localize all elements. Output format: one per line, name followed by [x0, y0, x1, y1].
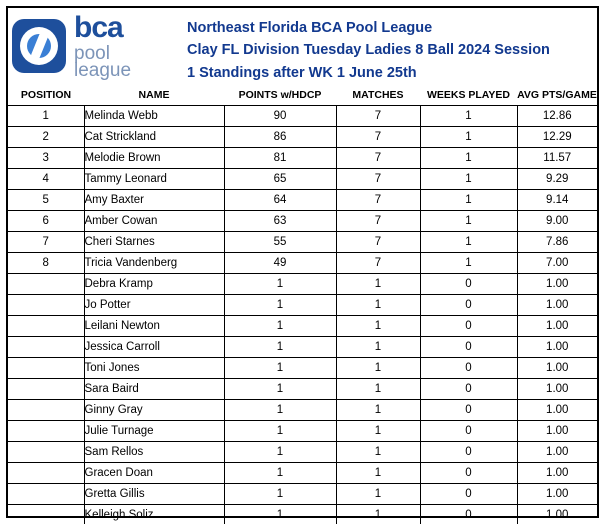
table-row — [8, 231, 597, 252]
table-row — [8, 273, 597, 294]
cell-name: Leilani Newton — [84, 315, 224, 336]
cell-points: 1 — [224, 399, 336, 420]
cell-weeks-played: 1 — [420, 126, 517, 147]
cell-matches: 1 — [336, 483, 420, 504]
cell-points: 1 — [224, 462, 336, 483]
cell-weeks-played: 1 — [420, 168, 517, 189]
cell-weeks-played: 1 — [420, 105, 517, 126]
table-row — [8, 210, 597, 231]
cell-name: Jo Potter — [84, 294, 224, 315]
table-row — [8, 315, 597, 336]
table-row — [8, 126, 597, 147]
cell-weeks-played: 1 — [420, 231, 517, 252]
cell-points: 90 — [224, 105, 336, 126]
cell-name: Sam Rellos — [84, 441, 224, 462]
cell-avg-pts-game: 1.00 — [517, 462, 597, 483]
cell-avg-pts-game: 11.57 — [517, 147, 597, 168]
cell-position — [8, 378, 84, 399]
cell-matches: 1 — [336, 504, 420, 524]
title-line-1: Northeast Florida BCA Pool League — [187, 20, 433, 36]
cell-avg-pts-game: 12.86 — [517, 105, 597, 126]
table-row — [8, 252, 597, 273]
cell-weeks-played: 0 — [420, 399, 517, 420]
cell-points: 1 — [224, 483, 336, 504]
column-header-avg-pts-game: AVG PTS/GAME — [517, 86, 597, 105]
cell-points: 1 — [224, 378, 336, 399]
cell-position — [8, 483, 84, 504]
cell-name: Amber Cowan — [84, 210, 224, 231]
cell-position — [8, 357, 84, 378]
table-row — [8, 105, 597, 126]
cell-name: Gracen Doan — [84, 462, 224, 483]
cell-matches: 7 — [336, 126, 420, 147]
logo-wordmark — [74, 10, 132, 81]
cell-avg-pts-game: 9.29 — [517, 168, 597, 189]
cell-matches: 1 — [336, 399, 420, 420]
cell-name: Melinda Webb — [84, 105, 224, 126]
cell-position — [8, 441, 84, 462]
cell-points: 1 — [224, 273, 336, 294]
column-header-weeks-played: WEEKS PLAYED — [420, 86, 517, 105]
cell-avg-pts-game: 1.00 — [517, 483, 597, 504]
table-row — [8, 483, 597, 504]
cell-points: 1 — [224, 441, 336, 462]
cell-position: 2 — [8, 126, 84, 147]
cell-name: Jessica Carroll — [84, 336, 224, 357]
cell-weeks-played: 0 — [420, 462, 517, 483]
document-header — [8, 8, 597, 84]
table-row — [8, 378, 597, 399]
standings-table — [8, 86, 597, 524]
column-header-matches: MATCHES — [336, 86, 420, 105]
cell-name: Julie Turnage — [84, 420, 224, 441]
cell-position — [8, 315, 84, 336]
cell-matches: 1 — [336, 294, 420, 315]
cell-avg-pts-game: 1.00 — [517, 441, 597, 462]
cell-weeks-played: 0 — [420, 441, 517, 462]
cell-weeks-played: 0 — [420, 273, 517, 294]
cell-points: 1 — [224, 420, 336, 441]
title-line-3: 1 Standings after WK 1 June 25th — [187, 64, 417, 81]
cell-name: Cheri Starnes — [84, 231, 224, 252]
table-row — [8, 399, 597, 420]
table-body — [8, 105, 597, 524]
table-row — [8, 357, 597, 378]
cell-name: Gretta Gillis — [84, 483, 224, 504]
cell-weeks-played: 0 — [420, 336, 517, 357]
cell-name: Toni Jones — [84, 357, 224, 378]
cell-position: 8 — [8, 252, 84, 273]
cell-position: 4 — [8, 168, 84, 189]
cell-points: 1 — [224, 294, 336, 315]
cell-weeks-played: 1 — [420, 252, 517, 273]
cell-avg-pts-game: 1.00 — [517, 357, 597, 378]
cell-position — [8, 462, 84, 483]
table-row — [8, 168, 597, 189]
cell-avg-pts-game: 9.00 — [517, 210, 597, 231]
cell-avg-pts-game: 1.00 — [517, 294, 597, 315]
table-row — [8, 336, 597, 357]
table-row — [8, 189, 597, 210]
cell-position — [8, 420, 84, 441]
cell-name: Melodie Brown — [84, 147, 224, 168]
cell-matches: 7 — [336, 105, 420, 126]
cell-position: 6 — [8, 210, 84, 231]
title-line-2: Clay FL Division Tuesday Ladies 8 Ball 2024 Session — [187, 42, 550, 59]
cell-position — [8, 504, 84, 524]
table-header-row — [8, 86, 597, 105]
cell-name: Ginny Gray — [84, 399, 224, 420]
cell-points: 1 — [224, 357, 336, 378]
cell-weeks-played: 1 — [420, 147, 517, 168]
cell-weeks-played: 0 — [420, 504, 517, 524]
column-header-points: POINTS w/HDCP — [224, 86, 336, 105]
cell-weeks-played: 1 — [420, 189, 517, 210]
table-row — [8, 420, 597, 441]
cell-avg-pts-game: 1.00 — [517, 420, 597, 441]
cell-position — [8, 399, 84, 420]
cell-name: Tricia Vandenberg — [84, 252, 224, 273]
cell-weeks-played: 0 — [420, 294, 517, 315]
cell-name: Tammy Leonard — [84, 168, 224, 189]
cell-points: 63 — [224, 210, 336, 231]
table-row — [8, 294, 597, 315]
cell-avg-pts-game: 12.29 — [517, 126, 597, 147]
logo-text-pool: pool — [74, 42, 110, 64]
cell-position — [8, 273, 84, 294]
cell-avg-pts-game: 1.00 — [517, 378, 597, 399]
cell-position: 7 — [8, 231, 84, 252]
cell-points: 65 — [224, 168, 336, 189]
page-title — [171, 8, 597, 84]
cell-points: 49 — [224, 252, 336, 273]
cell-matches: 1 — [336, 336, 420, 357]
cell-name: Cat Strickland — [84, 126, 224, 147]
cell-avg-pts-game: 7.86 — [517, 231, 597, 252]
logo-text-bca: bca — [74, 10, 123, 44]
cell-avg-pts-game: 7.00 — [517, 252, 597, 273]
cell-matches: 7 — [336, 231, 420, 252]
cell-matches: 1 — [336, 441, 420, 462]
cell-position: 5 — [8, 189, 84, 210]
column-header-name: NAME — [84, 86, 224, 105]
bca-logo-icon — [12, 19, 66, 73]
table-row — [8, 462, 597, 483]
cell-matches: 1 — [336, 315, 420, 336]
cell-position: 1 — [8, 105, 84, 126]
cell-matches: 1 — [336, 378, 420, 399]
cell-name: Sara Baird — [84, 378, 224, 399]
table-row — [8, 504, 597, 524]
cell-points: 1 — [224, 504, 336, 524]
cell-matches: 7 — [336, 168, 420, 189]
cell-matches: 7 — [336, 252, 420, 273]
cell-name: Debra Kramp — [84, 273, 224, 294]
cell-matches: 1 — [336, 420, 420, 441]
cell-matches: 7 — [336, 189, 420, 210]
cell-matches: 7 — [336, 210, 420, 231]
column-header-position: POSITION — [8, 86, 84, 105]
cell-weeks-played: 0 — [420, 420, 517, 441]
logo-text-league: league — [74, 59, 132, 81]
cell-name: Kelleigh Soliz — [84, 504, 224, 524]
cell-weeks-played: 0 — [420, 357, 517, 378]
cell-avg-pts-game: 1.00 — [517, 273, 597, 294]
table-row — [8, 147, 597, 168]
cell-matches: 1 — [336, 273, 420, 294]
cell-points: 81 — [224, 147, 336, 168]
cell-points: 64 — [224, 189, 336, 210]
cell-points: 1 — [224, 315, 336, 336]
cell-matches: 7 — [336, 147, 420, 168]
cell-matches: 1 — [336, 462, 420, 483]
cell-points: 55 — [224, 231, 336, 252]
bca-pool-league-logo — [8, 8, 171, 84]
cell-avg-pts-game: 1.00 — [517, 336, 597, 357]
cell-weeks-played: 0 — [420, 315, 517, 336]
cell-position: 3 — [8, 147, 84, 168]
cell-points: 86 — [224, 126, 336, 147]
cell-matches: 1 — [336, 357, 420, 378]
cell-avg-pts-game: 9.14 — [517, 189, 597, 210]
table-row — [8, 441, 597, 462]
cell-avg-pts-game: 1.00 — [517, 315, 597, 336]
cell-avg-pts-game: 1.00 — [517, 504, 597, 524]
cell-avg-pts-game: 1.00 — [517, 399, 597, 420]
cell-weeks-played: 0 — [420, 483, 517, 504]
cell-name: Amy Baxter — [84, 189, 224, 210]
cell-weeks-played: 1 — [420, 210, 517, 231]
cell-position — [8, 294, 84, 315]
cell-position — [8, 336, 84, 357]
cell-points: 1 — [224, 336, 336, 357]
cell-weeks-played: 0 — [420, 378, 517, 399]
